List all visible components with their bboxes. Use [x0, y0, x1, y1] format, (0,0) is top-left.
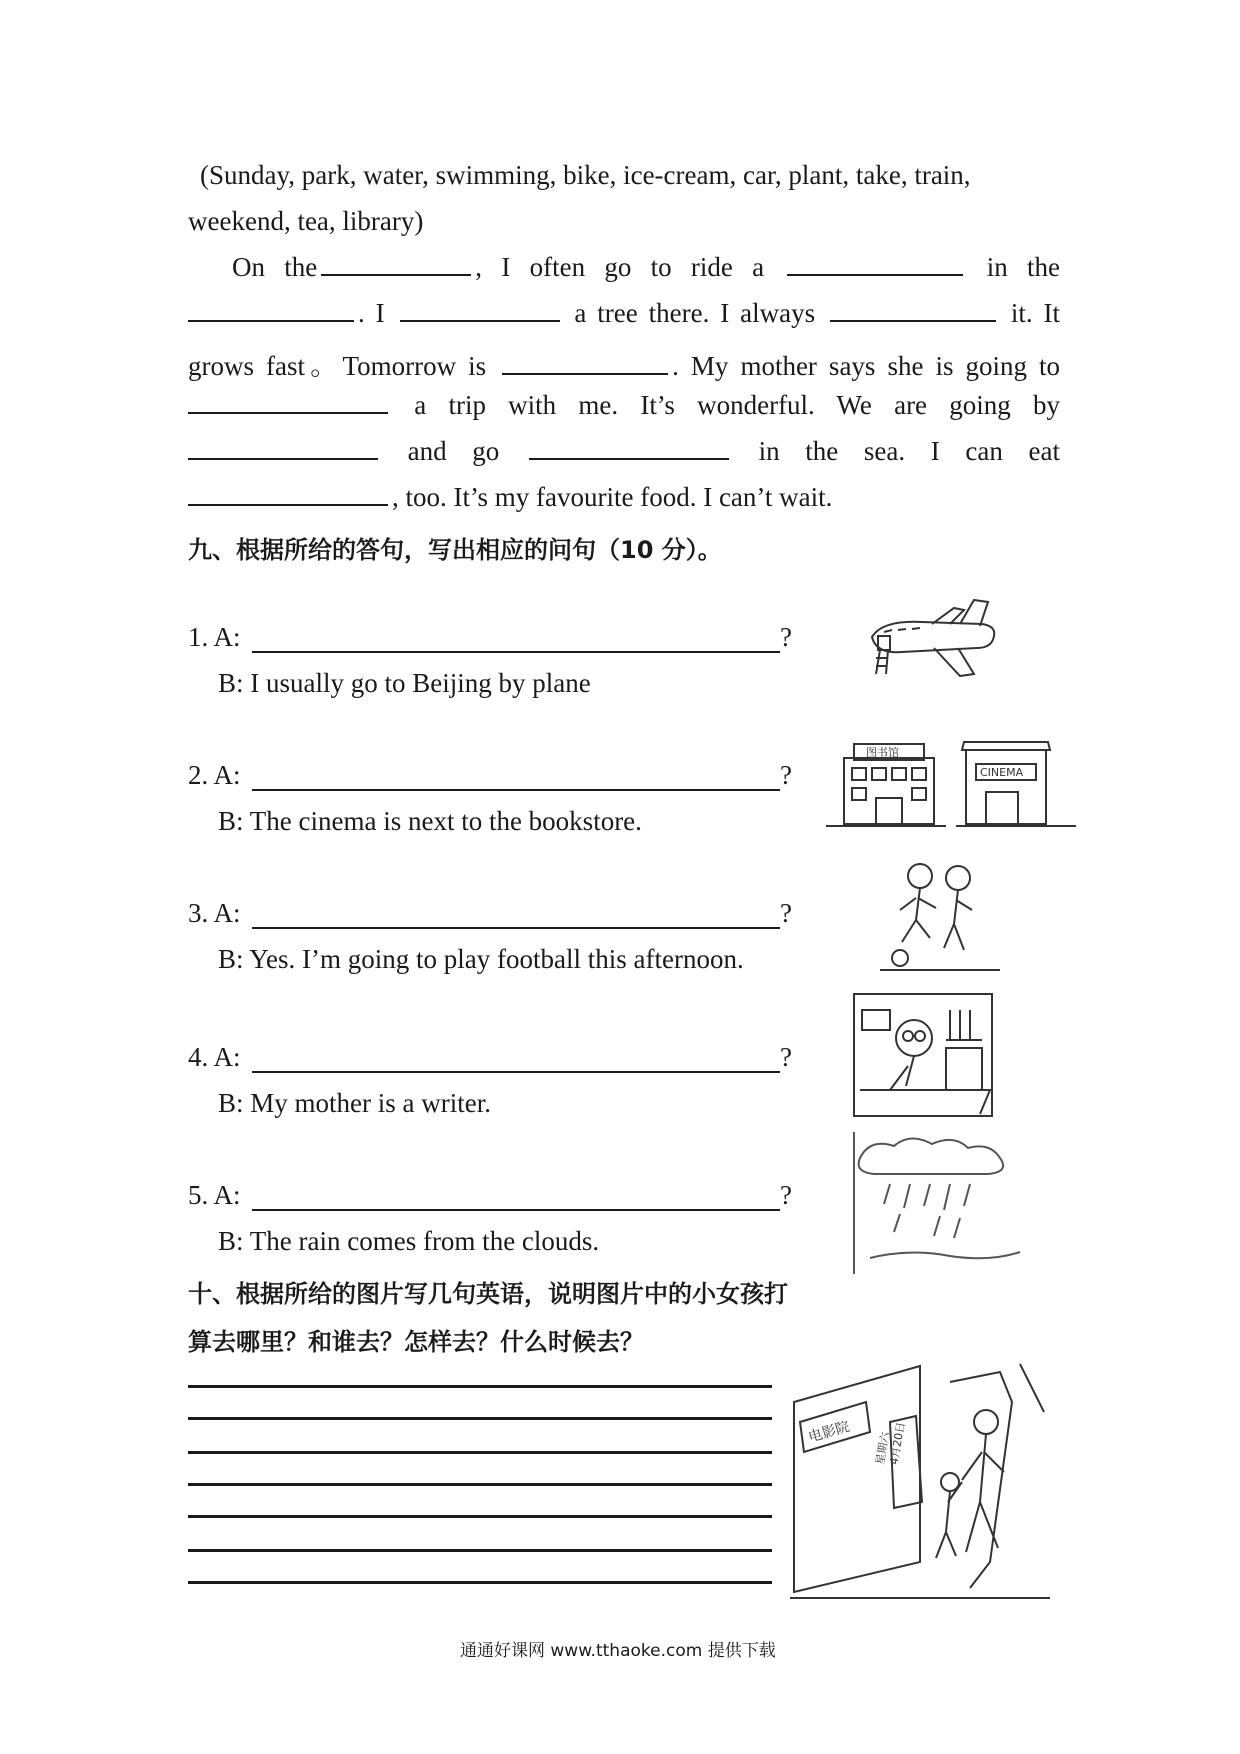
q5-answer-line[interactable]: [252, 1208, 780, 1211]
girl-going-out-picture: [790, 1362, 1050, 1600]
blank-9[interactable]: [529, 436, 729, 460]
footer-credit: 通通好课网 www.tthaoke.com 提供下载: [460, 1641, 776, 1661]
blank-7[interactable]: [188, 390, 388, 414]
q2-question-mark: ?: [780, 760, 792, 790]
q3-answer-b: B: Yes. I’m going to play football this afternoon.: [218, 944, 744, 974]
q5-answer-b: B: The rain comes from the clouds.: [218, 1226, 600, 1256]
blank-5[interactable]: [830, 298, 996, 322]
q1-answer-line[interactable]: [252, 650, 780, 653]
writer-icon: [850, 990, 996, 1120]
writing-line-3[interactable]: [188, 1450, 772, 1454]
blank-8[interactable]: [188, 436, 378, 460]
word-bank-continued: weekend, tea, library): [188, 206, 424, 236]
blank-6[interactable]: [502, 351, 668, 375]
bookstore-sign: 图书馆: [866, 746, 899, 759]
q3-question-mark: ?: [780, 898, 792, 928]
word-bank: (Sunday, park, water, swimming, bike, ice-cream, car, plant, take, train,: [200, 160, 971, 190]
q4-answer-b: B: My mother is a writer.: [218, 1088, 491, 1118]
q3-answer-line[interactable]: [252, 926, 780, 929]
writing-line-7[interactable]: [188, 1580, 772, 1584]
writing-line-2[interactable]: [188, 1416, 772, 1420]
blank-4[interactable]: [400, 298, 560, 322]
passage-line-1: On the , I often go to ride a in the: [232, 252, 1061, 282]
q1-question-mark: ?: [780, 622, 792, 652]
writing-line-1[interactable]: [188, 1384, 772, 1388]
section-9-heading: 九、根据所给的答句，写出相应的问句（10 分）。: [188, 536, 722, 564]
writing-line-5[interactable]: [188, 1514, 772, 1518]
passage-line-2: . I a tree there. I always it. It: [188, 298, 1060, 329]
section-10-heading-line-1: 十、根据所给的图片写几句英语，说明图片中的小女孩打: [188, 1280, 788, 1308]
q4-label: 4. A:: [188, 1042, 241, 1072]
q1-label: 1. A:: [188, 622, 241, 652]
writing-line-4[interactable]: [188, 1482, 772, 1486]
airplane-icon: [862, 592, 1002, 692]
cinema-sign-label: 电影院: [806, 1418, 852, 1446]
q3-label: 3. A:: [188, 898, 241, 928]
football-kids-icon: [880, 858, 1000, 978]
passage-line-3: grows fast。Tomorrow is . My mother says she is going to: [188, 351, 1060, 381]
date-sign-date: 4月20日: [887, 1421, 908, 1466]
q2-answer-b: B: The cinema is next to the bookstore.: [218, 806, 642, 836]
date-sign-day: 星期六: [873, 1430, 892, 1466]
q1-answer-b: B: I usually go to Beijing by plane: [218, 668, 591, 698]
section-10-heading-line-2: 算去哪里？和谁去？怎样去？什么时候去？: [188, 1328, 644, 1356]
rain-clouds-icon: [850, 1128, 1030, 1278]
blank-10[interactable]: [188, 482, 388, 506]
passage-line-5: and go in the sea. I can eat: [188, 436, 1060, 467]
bookstore-cinema-icon: [826, 738, 1076, 832]
cinema-sign: CINEMA: [980, 766, 1024, 779]
passage-line-6: , too. It’s my favourite food. I can’t wait.: [188, 482, 832, 513]
blank-3[interactable]: [188, 298, 354, 322]
q4-question-mark: ?: [780, 1042, 792, 1072]
blank-1[interactable]: [321, 252, 471, 276]
writing-line-6[interactable]: [188, 1548, 772, 1552]
blank-2[interactable]: [787, 252, 963, 276]
passage-line-4: a trip with me. It’s wonderful. We are going by: [188, 390, 1060, 421]
q2-answer-line[interactable]: [252, 788, 780, 791]
q2-label: 2. A:: [188, 760, 241, 790]
q5-label: 5. A:: [188, 1180, 241, 1210]
q5-question-mark: ?: [780, 1180, 792, 1210]
q4-answer-line[interactable]: [252, 1070, 780, 1073]
